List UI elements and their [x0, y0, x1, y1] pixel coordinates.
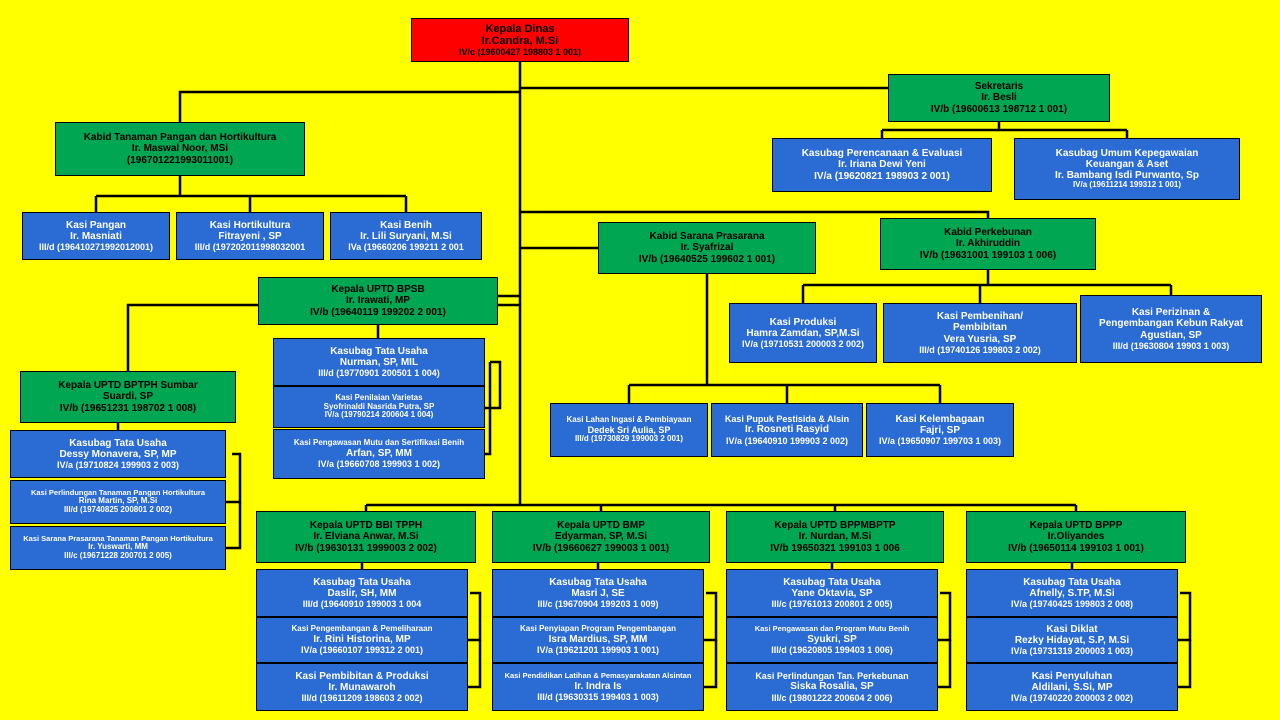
node-kabid-perkebunan-line-3: IV/b (19631001 199103 1 006)	[919, 249, 1057, 261]
node-kasi-diklat-line-2: Rezky Hidayat, S.P, M.Si	[1014, 634, 1130, 646]
node-kabid-tanaman-pangan-hortikultura-line-3: (196701221993011001)	[126, 154, 234, 166]
node-kasi-hortikultura-line-3: III/d (197202011998032001	[194, 242, 306, 253]
node-kasi-hortikultura[interactable]	[176, 212, 324, 260]
node-kasubag-umum-kepegawaian-line-3: Ir. Bambang Isdi Purwanto, Sp	[1055, 170, 1199, 182]
node-kasi-produksi[interactable]	[729, 303, 877, 363]
node-kasi-kelembagaan-line-2: Fajri, SP	[919, 424, 960, 436]
node-kasi-pangan-line-2: Ir. Masniati	[70, 230, 122, 242]
node-kasubag-tata-usaha-bppmbptp-line-3: III/c (19761013 200801 2 005)	[771, 599, 893, 610]
node-kasi-perlindungan-tanaman-pangan-hortikultura-line-3: III/d (19740825 200801 2 002)	[63, 505, 173, 515]
node-kasi-penyuluhan-line-1: Kasi Penyuluhan	[1031, 670, 1113, 682]
node-kasubag-tata-usaha-bmp-line-2: Masri J, SE	[571, 587, 625, 599]
node-kasi-pendidikan-latihan-pemasyarakatan-alsintan-line-3: III/d (19630315 199403 1 003)	[537, 691, 659, 702]
node-kasi-pembenihan-pembibitan[interactable]	[883, 303, 1077, 363]
node-kepala-uptd-bppmbptp-line-1: Kepala UPTD BPPMBPTP	[774, 520, 896, 532]
node-kasubag-tata-usaha-bppp-line-2: Afnelly, S.TP, M.Si	[1029, 587, 1115, 599]
node-kasi-pembibitan-produksi-line-3: III/d (19611209 198603 2 002)	[301, 693, 423, 704]
node-kabid-tanaman-pangan-hortikultura[interactable]	[55, 122, 305, 176]
node-kasi-pangan-line-1: Kasi Pangan	[65, 219, 127, 231]
node-kasi-penyuluhan-line-2: Aldilani, S.Si, MP	[1031, 681, 1113, 693]
node-kasi-pengawasan-mutu-sertifikasi-benih-line-1: Kasi Pengawasan Mutu dan Sertifikasi Benih	[293, 437, 465, 447]
node-kepala-dinas-line-2: Ir.Candra, M.Si	[481, 34, 559, 47]
node-kasi-perlindungan-tanaman-perkebunan-line-2: Siska Rosalia, SP	[790, 681, 874, 693]
node-kasi-pengawasan-program-mutu-benih-line-1: Kasi Pengawasan dan Program Mutu Benih	[754, 624, 910, 634]
node-kabid-sarana-prasarana-line-3: IV/b (19640525 199602 1 001)	[638, 253, 776, 265]
node-kasi-pembibitan-produksi[interactable]	[256, 663, 468, 711]
node-kasi-sarana-prasarana-tanaman-pangan-hortikultura[interactable]	[10, 526, 226, 570]
node-kasi-penyiapan-program-pengembangan-line-3: IV/a (19621201 199903 1 001)	[536, 645, 660, 656]
node-kasi-sarana-prasarana-tanaman-pangan-hortikultura-line-2: Ir. Yuswarti, MM	[88, 542, 148, 552]
node-kasi-pembibitan-produksi-line-2: Ir. Munawaroh	[328, 681, 396, 693]
node-kasi-lahan-irigasi-pembiayaan-line-2: Dedek Sri Aulia, SP	[587, 424, 671, 435]
node-kasi-benih-line-3: IVa (19660206 199211 2 001	[348, 242, 464, 253]
node-kepala-uptd-bppmbptp-line-2: Ir. Nurdan, M.Si	[798, 531, 872, 543]
node-kasi-perlindungan-tanaman-perkebunan-line-1: Kasi Perlindungan Tan. Perkebunan	[755, 671, 909, 682]
node-kasubag-tata-usaha-bptph-line-2: Dessy Monavera, SP, MP	[59, 448, 177, 460]
node-kasubag-tata-usaha-bpsb-line-2: Nurman, SP, MIL	[339, 356, 419, 368]
node-kepala-uptd-bppmbptp-line-3: IV/b 19650321 199103 1 006	[770, 542, 900, 554]
node-kepala-uptd-bbi-tpph-line-2: Ir. Elviana Anwar, M.Si	[313, 531, 419, 543]
node-kasubag-tata-usaha-bmp-line-3: III/c (19670904 199203 1 009)	[537, 599, 659, 610]
node-kasubag-tata-usaha-bppmbptp[interactable]	[726, 569, 938, 617]
node-kasi-pangan-line-3: III/d (196410271992012001)	[38, 242, 154, 253]
node-kasi-diklat[interactable]	[966, 617, 1178, 663]
node-kasi-pengawasan-mutu-sertifikasi-benih-line-3: IV/a (19660708 199903 1 002)	[317, 459, 441, 470]
node-kasi-perizinan-pengembangan-kebun-rakyat-line-4: III/d (19630804 19903 1 003)	[1112, 340, 1230, 351]
node-kasubag-tata-usaha-bppp-line-1: Kasubag Tata Usaha	[1023, 576, 1121, 588]
node-kasubag-perencanaan-evaluasi[interactable]	[772, 138, 992, 192]
node-kasi-sarana-prasarana-tanaman-pangan-hortikultura-line-3: III/c (19671228 200701 2 005)	[64, 551, 172, 561]
node-kasubag-tata-usaha-bmp-line-1: Kasubag Tata Usaha	[549, 576, 647, 588]
node-sekretaris[interactable]	[888, 74, 1110, 122]
node-kasi-kelembagaan[interactable]	[866, 403, 1014, 457]
node-kasi-kelembagaan-line-3: IV/a (19650907 199703 1 003)	[878, 436, 1002, 447]
node-kepala-uptd-bptph-sumbar-line-1: Kepala UPTD BPTPH Sumbar	[58, 380, 198, 392]
node-kasi-kelembagaan-line-1: Kasi Kelembagaan	[895, 413, 985, 425]
node-sekretaris-line-2: Ir. Besli	[981, 92, 1017, 104]
node-kepala-uptd-bbi-tpph-line-3: IV/b (19630131 1999003 2 002)	[295, 542, 437, 554]
node-kasi-penyuluhan-line-3: IV/a (19740220 200003 2 002)	[1010, 693, 1134, 704]
node-kasi-pangan[interactable]	[22, 212, 170, 260]
node-sekretaris-line-3: IV/b (19600613 198712 1 001)	[930, 103, 1068, 115]
node-kasi-benih-line-1: Kasi Benih	[380, 219, 432, 231]
node-kabid-perkebunan-line-2: Ir. Akhiruddin	[955, 238, 1021, 250]
node-kasi-lahan-irigasi-pembiayaan[interactable]	[550, 403, 708, 457]
node-kasi-pembenihan-pembibitan-line-2: Pembibitan	[953, 322, 1007, 334]
node-kasi-penyuluhan[interactable]	[966, 663, 1178, 711]
node-kepala-uptd-bmp[interactable]	[492, 511, 710, 563]
node-kasi-pengembangan-pemeliharaan-line-1: Kasi Pengembangan & Pemeliharaan	[291, 623, 433, 633]
node-kepala-uptd-bppp-line-3: IV/b (19650114 199103 1 001)	[1008, 542, 1144, 554]
node-kasi-perizinan-pengembangan-kebun-rakyat-line-2: Pengembangan Kebun Rakyat	[1099, 318, 1243, 330]
node-kasubag-tata-usaha-bpsb-line-3: III/d (19770901 200501 1 004)	[318, 368, 440, 379]
node-kasi-perizinan-pengembangan-kebun-rakyat-line-1: Kasi Perizinan &	[1131, 307, 1211, 319]
node-kasi-penyiapan-program-pengembangan[interactable]	[492, 617, 704, 663]
node-kasubag-umum-kepegawaian-line-1: Kasubag Umum Kepegawaian	[1055, 147, 1199, 159]
node-kasi-pengembangan-pemeliharaan-line-2: Ir. Rini Historina, MP	[313, 633, 411, 645]
node-kasi-pendidikan-latihan-pemasyarakatan-alsintan-line-2: Ir. Indra Is	[574, 680, 622, 692]
node-kepala-uptd-bptph-sumbar[interactable]	[20, 371, 236, 423]
node-kasubag-tata-usaha-bptph[interactable]	[10, 430, 226, 478]
node-kasubag-tata-usaha-bbi[interactable]	[256, 569, 468, 617]
node-kasi-diklat-line-3: IV/a (19731319 200003 1 003)	[1010, 646, 1134, 657]
node-kasubag-tata-usaha-bptph-line-3: IV/a (19710824 199903 2 003)	[56, 460, 180, 471]
node-kasi-pengembangan-pemeliharaan[interactable]	[256, 617, 468, 663]
node-kasubag-perencanaan-evaluasi-line-3: IV/a (19620821 198903 2 001)	[814, 170, 950, 182]
node-kepala-uptd-bppp[interactable]	[966, 511, 1186, 563]
node-kasi-perizinan-pengembangan-kebun-rakyat-line-3: Agustian, SP	[1140, 329, 1202, 341]
node-kasi-hortikultura-line-2: Fitrayeni , SP	[218, 230, 282, 242]
node-kepala-dinas-line-3: IV/c (19600427 198803 1 001)	[458, 47, 582, 58]
node-kepala-uptd-bpsb-line-2: Ir. Irawati, MP	[346, 295, 410, 307]
node-kasubag-tata-usaha-bbi-line-3: III/d (19640910 199003 1 004	[302, 599, 422, 610]
node-kasi-lahan-irigasi-pembiayaan-line-3: III/d (19730829 199003 2 001)	[574, 434, 684, 444]
node-kasi-penilaian-varietas-line-2: Syofrinaldi Nasrida Putra, SP	[323, 401, 435, 411]
node-kasi-pengawasan-program-mutu-benih-line-3: IIl/d (19620805 199403 1 006)	[771, 644, 893, 655]
node-kabid-sarana-prasarana-line-2: Ir. Syafrizal	[680, 242, 734, 254]
node-kepala-dinas[interactable]	[411, 18, 629, 62]
node-kasi-pembibitan-produksi-line-1: Kasi Pembibitan & Produksi	[295, 670, 429, 682]
node-kasi-penyiapan-program-pengembangan-line-2: Isra Mardius, SP, MM	[548, 633, 648, 645]
node-kepala-uptd-bppp-line-1: Kepala UPTD BPPP	[1029, 520, 1123, 532]
node-kasubag-tata-usaha-bmp[interactable]	[492, 569, 704, 617]
node-kasi-benih-line-2: Ir. Lili Suryani, M.Si	[360, 230, 452, 242]
node-kasi-benih[interactable]	[330, 212, 482, 260]
node-kasi-sarana-prasarana-tanaman-pangan-hortikultura-line-1: Kasi Sarana Prasarana Tanaman Pangan Hortikultura	[23, 533, 213, 543]
node-kasi-pembenihan-pembibitan-line-3: Vera Yusria, SP	[943, 333, 1017, 345]
node-kasubag-umum-kepegawaian-line-4: IV/a (19611214 199312 1 001)	[1072, 180, 1182, 190]
node-kasi-perlindungan-tanaman-perkebunan[interactable]	[726, 663, 938, 711]
node-kasubag-perencanaan-evaluasi-line-2: Ir. Iriana Dewi Yeni	[838, 159, 926, 171]
node-kasi-pengawasan-program-mutu-benih-line-2: Syukri, SP	[807, 633, 857, 645]
node-kasubag-tata-usaha-bppmbptp-line-1: Kasubag Tata Usaha	[783, 576, 881, 588]
node-kepala-uptd-bmp-line-2: Edyarman, SP, M.Si	[554, 531, 648, 543]
node-kasubag-tata-usaha-bpsb-line-1: Kasubag Tata Usaha	[330, 345, 428, 357]
node-kasubag-tata-usaha-bppmbptp-line-2: Yane Oktavia, SP	[791, 587, 873, 599]
node-kasubag-perencanaan-evaluasi-line-1: Kasubag Perencanaan & Evaluasi	[801, 148, 963, 160]
node-kasi-perlindungan-tanaman-pangan-hortikultura-line-2: Rina Martin, SP, M.Si	[78, 496, 158, 506]
node-kepala-uptd-bptph-sumbar-line-3: IV/b (19651231 198702 1 008)	[59, 402, 197, 414]
node-kasi-pupuk-pestisida-alsin[interactable]	[711, 403, 863, 457]
node-kabid-tanaman-pangan-hortikultura-line-2: Ir. Maswal Noor, MSi	[131, 143, 229, 155]
node-kasubag-umum-kepegawaian[interactable]	[1014, 138, 1240, 200]
node-kasi-pupuk-pestisida-alsin-line-2: Ir. Rosneti Rasyid	[745, 424, 829, 436]
node-kasi-penilaian-varietas-line-1: Kasi Penilaian Varietas	[335, 392, 423, 402]
node-kasi-lahan-irigasi-pembiayaan-line-1: Kasi Lahan Ingasi & Pembiayaan	[566, 415, 692, 424]
node-kepala-uptd-bbi-tpph-line-1: Kepala UPTD BBI TPPH	[309, 520, 423, 532]
node-kepala-uptd-bpsb-line-3: IV/b (19640119 199202 2 001)	[310, 306, 446, 318]
node-kasi-produksi-line-1: Kasi Produksi	[769, 316, 837, 328]
node-kasi-pengembangan-pemeliharaan-line-3: IV/a (19660107 199312 2 001)	[300, 645, 424, 656]
node-kabid-sarana-prasarana[interactable]	[598, 222, 816, 274]
node-sekretaris-line-1: Sekretaris	[974, 81, 1024, 93]
node-kasi-penyiapan-program-pengembangan-line-1: Kasi Penyiapan Program Pengembangan	[519, 623, 677, 633]
node-kepala-uptd-bbi-tpph[interactable]	[256, 511, 476, 563]
node-kasi-pengawasan-mutu-sertifikasi-benih[interactable]	[273, 429, 485, 479]
node-kasubag-tata-usaha-bptph-line-1: Kasubag Tata Usaha	[69, 437, 167, 449]
node-kasubag-tata-usaha-bppp-line-3: IV/a (19740425 199803 2 008)	[1010, 599, 1134, 610]
node-kasi-pengawasan-mutu-sertifikasi-benih-line-2: Arfan, SP, MM	[346, 447, 412, 459]
node-kasi-produksi-line-3: IV/a (19710531 200003 2 002)	[741, 339, 865, 350]
node-kasi-pembenihan-pembibitan-line-1: Kasi Pembenihan/	[936, 311, 1024, 323]
node-kabid-tanaman-pangan-hortikultura-line-1: Kabid Tanaman Pangan dan Hortikultura	[83, 132, 277, 144]
node-kasi-perlindungan-tanaman-pangan-hortikultura-line-1: Kasi Perlindungan Tanaman Pangan Hortikultura	[30, 487, 206, 497]
node-kasi-produksi-line-2: Hamra Zamdan, SP,M.Si	[746, 327, 860, 339]
node-kabid-perkebunan[interactable]	[880, 218, 1096, 270]
node-kasi-diklat-line-1: Kasi Diklat	[1046, 623, 1098, 635]
node-kasi-perlindungan-tanaman-perkebunan-line-3: III/c (19801222 200604 2 006)	[771, 692, 893, 703]
node-kasi-hortikultura-line-1: Kasi Hortikultura	[209, 219, 291, 231]
node-kepala-uptd-bptph-sumbar-line-2: Suardi, SP	[102, 391, 153, 403]
node-kasubag-tata-usaha-bbi-line-1: Kasubag Tata Usaha	[313, 576, 411, 588]
node-kasi-perizinan-pengembangan-kebun-rakyat[interactable]	[1080, 295, 1262, 363]
node-kasi-penilaian-varietas-line-3: IV/a (19790214 200604 1 004)	[324, 410, 434, 420]
node-kasubag-umum-kepegawaian-line-2: Keuangan & Aset	[1085, 158, 1169, 170]
node-kepala-uptd-bmp-line-1: Kepala UPTD BMP	[557, 520, 645, 532]
node-kabid-sarana-prasarana-line-1: Kabid Sarana Prasarana	[649, 231, 765, 243]
node-kasi-pembenihan-pembibitan-line-4: III/d (19740126 199803 2 002)	[919, 344, 1041, 355]
node-kasi-pengawasan-program-mutu-benih[interactable]	[726, 617, 938, 663]
node-kasubag-tata-usaha-bbi-line-2: Daslir, SH, MM	[327, 587, 397, 599]
node-kepala-uptd-bmp-line-3: IV/b (19660627 199003 1 001)	[532, 542, 670, 554]
node-kepala-uptd-bppmbptp[interactable]	[726, 511, 944, 563]
node-kasi-pendidikan-latihan-pemasyarakatan-alsintan[interactable]	[492, 663, 704, 711]
node-kasubag-tata-usaha-bppp[interactable]	[966, 569, 1178, 617]
node-kepala-uptd-bppp-line-2: Ir.Oliyandes	[1047, 531, 1105, 543]
node-kepala-dinas-line-1: Kepala Dinas	[485, 22, 555, 35]
node-kasi-pendidikan-latihan-pemasyarakatan-alsintan-line-1: Kasi Pendidikan Latihan & Pemasyarakatan Alsintan	[504, 671, 692, 681]
node-kepala-uptd-bpsb-line-1: Kepala UPTD BPSB	[331, 284, 425, 296]
node-kasi-penilaian-varietas[interactable]	[273, 386, 485, 428]
node-kabid-perkebunan-line-1: Kabid Perkebunan	[944, 227, 1032, 239]
node-kepala-uptd-bpsb[interactable]	[258, 277, 498, 325]
node-kasubag-tata-usaha-bpsb[interactable]	[273, 338, 485, 386]
node-kasi-perlindungan-tanaman-pangan-hortikultura[interactable]	[10, 480, 226, 524]
node-kasi-pupuk-pestisida-alsin-line-3: IV/a (19640910 199903 2 002)	[725, 435, 849, 446]
node-kasi-pupuk-pestisida-alsin-line-1: Kasi Pupuk Pestisida & Alsin	[724, 414, 850, 425]
